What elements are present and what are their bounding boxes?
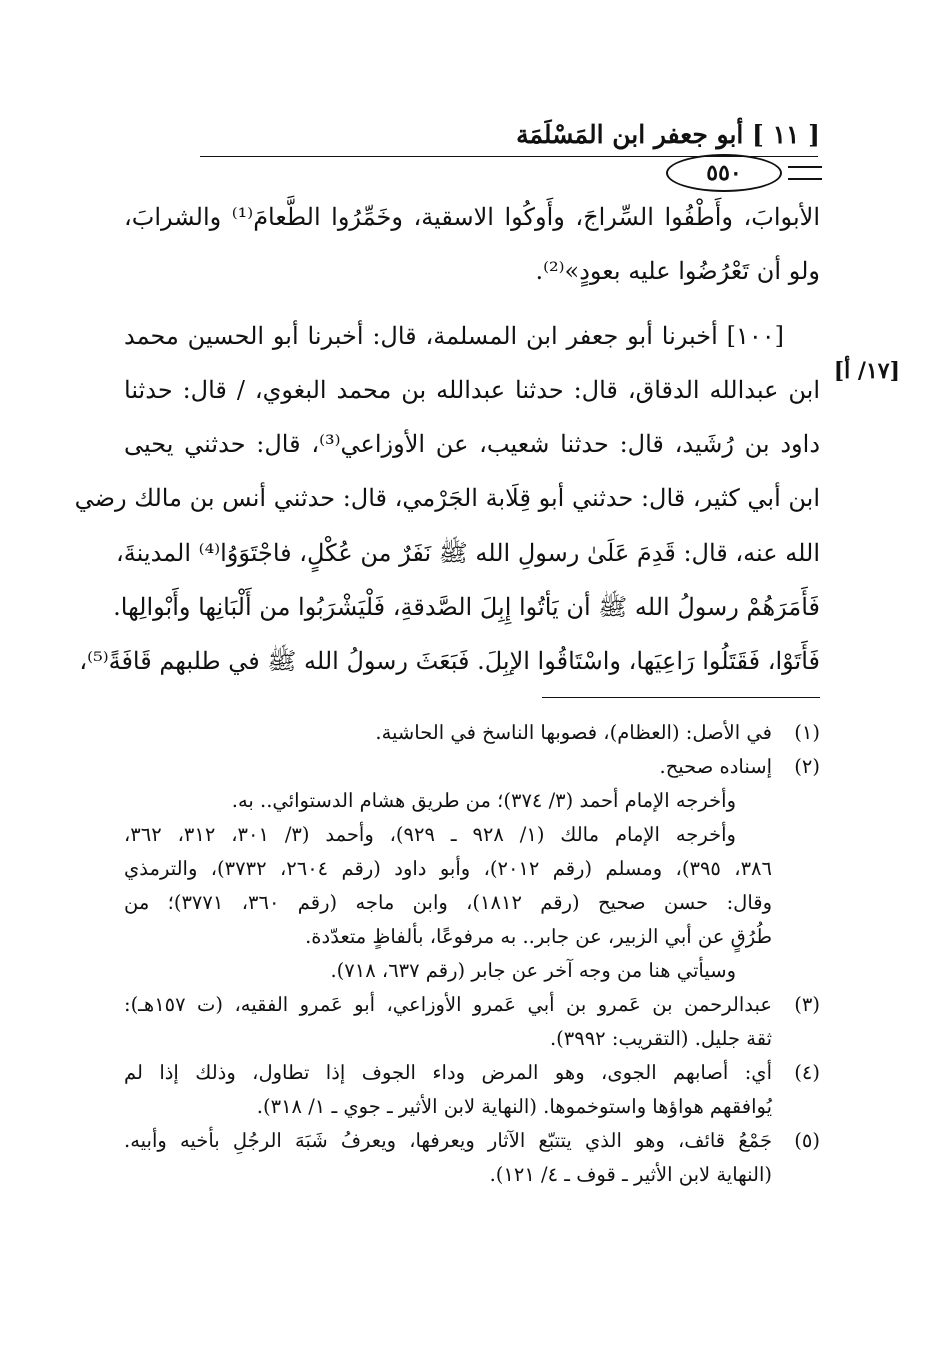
text-line: [١٠٠] أخبرنا أبو جعفر ابن المسلمة، قال: أخبرنا أبو الحسين محمد [124, 321, 784, 350]
footnote-5 [124, 1124, 820, 1192]
running-header-title: [ ١١ ] أبو جعفر ابن المَسْلَمَة [516, 120, 820, 149]
text-line: فَأَتَوْا، فَقَتَلُوا رَاعِيَها، واسْتَاقُوا الإبِلَ. فَبَعَثَ رسولُ الله ﷺ في طلبهم قَافَةً⁽⁵⁾، [79, 647, 820, 676]
text-line: الله عنه، قال: قَدِمَ عَلَىٰ رسولِ الله ﷺ نَفَرٌ من عُكْلٍ، فاجْتَوَوُا⁽⁴⁾ المدينةَ، [116, 538, 820, 567]
footnote-line: وسيأتي هنا من وجه آخر عن جابر (رقم ٦٣٧، ٧١٨). [330, 959, 736, 982]
footnote-line: أي: أصابهم الجوى، وهو المرض وداء الجوف إذا تطاول، وذلك إذا لم [124, 1061, 772, 1084]
footnote-separator [542, 697, 820, 698]
footnotes [124, 716, 820, 1192]
page-number: ٥٥٠ [666, 154, 782, 192]
footnote-line: إسناده صحيح. [659, 755, 772, 778]
footnote-2 [124, 750, 820, 988]
footnote-4 [124, 1056, 820, 1124]
page-number-ornament [788, 166, 822, 180]
text-line: الأبوابَ، وأَطْفُوا السِّراجَ، وأَوكُوا الاسقية، وخَمِّرُوا الطَّعامَ⁽¹⁾ والشرابَ، [124, 203, 820, 231]
footnote-number: (٢) [794, 755, 820, 778]
footnote-number: (٤) [794, 1061, 820, 1084]
footnote-line: يُوافقهم هواؤها واستوخموها. (النهاية لابن الأثير ـ جوي ـ ١/ ٣١٨). [256, 1095, 772, 1118]
paragraph-gap [124, 299, 820, 309]
margin-folio-note: [١٧/ أ] [833, 358, 900, 384]
page-number-badge [622, 152, 822, 194]
footnote-line: وأخرجه الإمام مالك (١/ ٩٢٨ ـ ٩٢٩)، وأحمد (٣/ ٣٠١، ٣١٢، ٣٦٢، [124, 823, 736, 846]
text-line: ابن عبدالله الدقاق، قال: حدثنا عبدالله بن محمد البغوي، / قال: حدثنا [124, 375, 820, 404]
footnote-line: ٣٨٦، ٣٩٥)، ومسلم (رقم ٢٠١٢)، وأبو داود (رقم ٢٦٠٤، ٣٧٣٢)، والترمذي [124, 857, 772, 880]
text-line: فَأَمَرَهُمْ رسولُ الله ﷺ أن يَأتُوا إِبِلَ الصَّدقةِ، فَلْيَشْرَبُوا من أَلْبَانِها وأَبْوالِها. [113, 593, 820, 622]
footnote-line: وأخرجه الإمام أحمد (٣/ ٣٧٤)؛ من طريق هشام الدستوائي.. به. [231, 789, 736, 812]
footnote-number: (٥) [794, 1129, 820, 1152]
text-line: ابن أبي كثير، قال: حدثني أبو قِلَابة الجَرْمي، قال: حدثني أنس بن مالك رضي [74, 484, 820, 513]
footnote-line: طُرُقٍ عن أبي الزبير، عن جابر.. به مرفوعًا، بألفاظٍ متعدّدة. [305, 925, 772, 948]
footnote-number: (٣) [794, 993, 820, 1016]
footnote-number: (١) [794, 721, 820, 744]
text-line: ولو أن تَعْرُضُوا عليه بعودٍ»⁽²⁾. [535, 257, 820, 286]
footnote-1 [124, 716, 820, 750]
footnote-3 [124, 988, 820, 1056]
footnote-line: (النهاية لابن الأثير ـ قوف ـ ٤/ ١٢١). [489, 1163, 772, 1186]
main-text [74, 190, 820, 689]
footnote-line: في الأصل: (العظام)، فصوبها الناسخ في الحاشية. [375, 721, 772, 744]
text-line: داود بن رُشَيد، قال: حدثنا شعيب، عن الأوزاعي⁽³⁾، قال: حدثني يحيى [124, 430, 820, 459]
footnote-line: جَمْعُ قائف، وهو الذي يتتبّع الآثار ويعرفها، ويعرفُ شَبَهَ الرجُلِ بأخيه وأبيه. [124, 1129, 772, 1152]
footnote-line: وقال: حسن صحيح (رقم ١٨١٢)، وابن ماجه (رقم ٣٦٠، ٣٧٧١)؛ من [124, 891, 772, 914]
footnote-line: ثقة جليل. (التقريب: ٣٩٩٢). [549, 1027, 772, 1050]
footnote-line: عبدالرحمن بن عَمرو بن أبي عَمرو الأوزاعي، أبو عَمرو الفقيه، (ت ١٥٧هـ): [124, 993, 772, 1016]
